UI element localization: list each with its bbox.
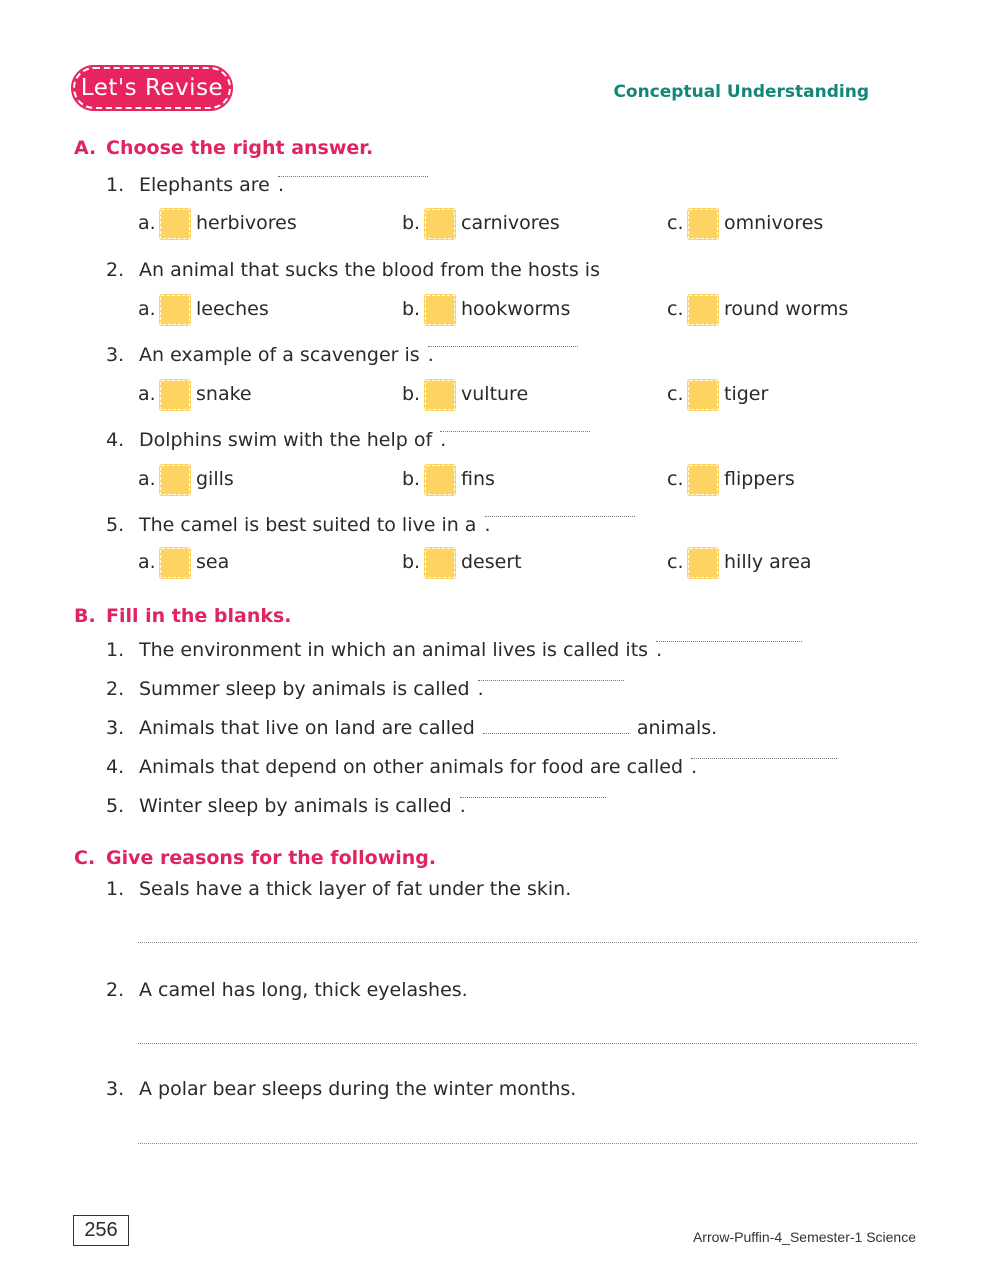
- lets-revise-badge: Let's Revise: [73, 67, 231, 109]
- reason-question-3: [106, 1078, 576, 1100]
- answer-line[interactable]: [138, 1043, 917, 1044]
- item-number: 3.: [106, 717, 125, 739]
- option-text: omnivores: [724, 212, 824, 234]
- question-number: 2.: [106, 259, 125, 281]
- option-letter: b.: [402, 468, 421, 490]
- item-text: A polar bear sleeps during the winter months.: [139, 1078, 577, 1100]
- answer-blank[interactable]: [691, 756, 837, 759]
- item-text: Summer sleep by animals is called: [139, 678, 470, 700]
- answer-blank[interactable]: [485, 514, 635, 517]
- option-letter: b.: [402, 212, 421, 234]
- item-text: A camel has long, thick eyelashes.: [139, 979, 468, 1001]
- section-letter: C.: [74, 847, 96, 869]
- section-title: Fill in the blanks.: [106, 605, 292, 627]
- option-text: gills: [196, 468, 234, 490]
- option-checkbox[interactable]: [160, 548, 190, 578]
- answer-blank[interactable]: [460, 795, 606, 798]
- options-row: [0, 462, 989, 498]
- item-number: 5.: [106, 795, 125, 817]
- question-number: 3.: [106, 344, 125, 366]
- option-letter: c.: [667, 298, 684, 320]
- answer-blank[interactable]: [428, 344, 578, 347]
- item-text: Animals that depend on other animals for food are called: [139, 756, 684, 778]
- question-number: 1.: [106, 174, 125, 196]
- option-text: sea: [196, 551, 230, 573]
- option-checkbox[interactable]: [688, 295, 718, 325]
- item-number: 1.: [106, 878, 125, 900]
- option-checkbox[interactable]: [425, 295, 455, 325]
- question-text: An animal that sucks the blood from the hosts is: [139, 259, 600, 281]
- question-1: [106, 174, 430, 196]
- question-number: 4.: [106, 429, 125, 451]
- question-text: Elephants are: [139, 174, 270, 196]
- section-letter: A.: [74, 137, 97, 159]
- option-checkbox[interactable]: [425, 209, 455, 239]
- option-text: desert: [461, 551, 522, 573]
- fill-blank-1: [106, 639, 804, 661]
- option-checkbox[interactable]: [688, 380, 718, 410]
- options-row: [0, 545, 989, 581]
- option-text: snake: [196, 383, 252, 405]
- item-text: The environment in which an animal lives is called its: [139, 639, 649, 661]
- section-b-heading: [74, 605, 292, 627]
- item-number: 3.: [106, 1078, 125, 1100]
- question-text: Dolphins swim with the help of: [139, 429, 433, 451]
- option-letter: c.: [667, 383, 684, 405]
- option-letter: c.: [667, 551, 684, 573]
- options-row: [0, 377, 989, 413]
- section-letter: B.: [74, 605, 96, 627]
- fill-blank-4: [106, 756, 839, 778]
- section-c-heading: [74, 847, 436, 869]
- option-letter: b.: [402, 551, 421, 573]
- answer-blank[interactable]: [278, 174, 428, 177]
- category-label: Conceptual Understanding: [613, 82, 869, 102]
- option-letter: b.: [402, 383, 421, 405]
- question-text: An example of a scavenger is: [139, 344, 420, 366]
- book-footer: Arrow-Puffin-4_Semester-1 Science: [692, 1229, 916, 1245]
- option-letter: a.: [138, 212, 156, 234]
- fill-blank-2: [106, 678, 626, 700]
- option-text: hookworms: [461, 298, 571, 320]
- item-number: 2.: [106, 678, 125, 700]
- option-letter: b.: [402, 298, 421, 320]
- options-row: [0, 292, 989, 328]
- question-text: The camel is best suited to live in a: [139, 514, 477, 536]
- question-number: 5.: [106, 514, 125, 536]
- answer-line[interactable]: [138, 942, 917, 943]
- option-checkbox[interactable]: [160, 209, 190, 239]
- option-text: vulture: [461, 383, 529, 405]
- option-checkbox[interactable]: [160, 465, 190, 495]
- item-number: 2.: [106, 979, 125, 1001]
- option-text: carnivores: [461, 212, 560, 234]
- option-text: herbivores: [196, 212, 297, 234]
- option-letter: a.: [138, 551, 156, 573]
- question-3: [106, 344, 580, 366]
- answer-line[interactable]: [138, 1143, 917, 1144]
- options-row: [0, 206, 989, 242]
- option-letter: a.: [138, 468, 156, 490]
- item-text: Winter sleep by animals is called: [139, 795, 452, 817]
- page-number: 256: [73, 1215, 129, 1246]
- option-letter: c.: [667, 212, 684, 234]
- section-title: Give reasons for the following.: [106, 847, 437, 869]
- option-checkbox[interactable]: [425, 465, 455, 495]
- option-checkbox[interactable]: [688, 209, 718, 239]
- option-letter: c.: [667, 468, 684, 490]
- option-checkbox[interactable]: [688, 465, 718, 495]
- option-text: round worms: [724, 298, 849, 320]
- option-text: fins: [461, 468, 495, 490]
- item-number: 4.: [106, 756, 125, 778]
- answer-blank[interactable]: [478, 678, 624, 681]
- option-checkbox[interactable]: [688, 548, 718, 578]
- option-checkbox[interactable]: [425, 548, 455, 578]
- item-number: 1.: [106, 639, 125, 661]
- option-text: hilly area: [724, 551, 812, 573]
- section-title: Choose the right answer.: [106, 137, 374, 159]
- item-text: Animals that live on land are called: [139, 717, 475, 739]
- answer-blank[interactable]: [656, 639, 802, 642]
- item-text: Seals have a thick layer of fat under the skin.: [139, 878, 572, 900]
- item-text-after: animals.: [636, 717, 718, 739]
- question-4: [106, 429, 592, 451]
- fill-blank-5: [106, 795, 608, 817]
- fill-blank-3: [106, 717, 717, 739]
- option-checkbox[interactable]: [160, 295, 190, 325]
- option-checkbox[interactable]: [160, 380, 190, 410]
- option-checkbox[interactable]: [425, 380, 455, 410]
- question-5: [106, 514, 637, 536]
- option-letter: a.: [138, 298, 156, 320]
- answer-blank[interactable]: [483, 731, 629, 734]
- question-2: [106, 259, 600, 281]
- reason-question-1: [106, 878, 571, 900]
- option-text: flippers: [724, 468, 795, 490]
- option-text: tiger: [724, 383, 769, 405]
- option-letter: a.: [138, 383, 156, 405]
- option-text: leeches: [196, 298, 269, 320]
- section-a-heading: [74, 137, 373, 159]
- answer-blank[interactable]: [440, 429, 590, 432]
- reason-question-2: [106, 979, 468, 1001]
